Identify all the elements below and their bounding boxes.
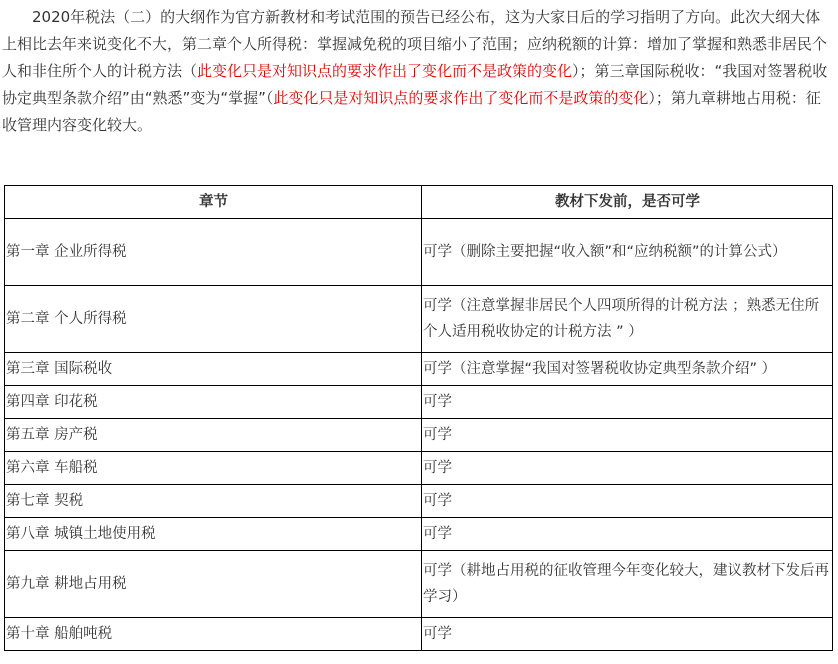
intro-highlight-2: 此变化只是对知识点的要求作出了变化而不是政策的变化 <box>273 89 649 107</box>
chapter-cell: 第二章 个人所得税 <box>5 286 422 353</box>
table-row <box>5 485 833 518</box>
intro-highlight-1: 此变化只是对知识点的要求作出了变化而不是政策的变化 <box>197 62 573 80</box>
note-cell: 可学 <box>422 485 833 518</box>
chapter-cell: 第三章 国际税收 <box>5 353 422 386</box>
note-cell: 可学（注意掌握非居民个人四项所得的计税方法 ；熟悉无住所个人适用税收协定的计税方法 ” ） <box>422 286 833 353</box>
note-cell: 可学（耕地占用税的征收管理今年变化较大，建议教材下发后再学习） <box>422 551 833 618</box>
chapter-cell: 第五章 房产税 <box>5 419 422 452</box>
chapter-cell: 第一章 企业所得税 <box>5 219 422 286</box>
table-header-row <box>5 186 833 219</box>
header-chapter: 章节 <box>5 186 422 219</box>
table-row <box>5 452 833 485</box>
table-row <box>5 551 833 618</box>
chapter-cell: 第七章 契税 <box>5 485 422 518</box>
intro-text-2: ）；第三章国际税收：“我国对签署税收协定典型条款介绍”由“熟悉”变为“掌握”（ <box>2 62 828 107</box>
table-row <box>5 386 833 419</box>
note-cell: 可学 <box>422 452 833 485</box>
chapter-cell: 第十章 船舶吨税 <box>5 618 422 651</box>
intro-text-1: 2020年税法（二）的大纲作为官方新教材和考试范围的预告已经公布，这为大家日后的学习指明了方向。此次大纲大体上相比去年来说变化不大，第二章个人所得税：掌握减免税的项目缩小了范围；应纳税额的计算：增加了掌握和熟悉非居民个人和非住所个人的计税方法（ <box>2 8 828 80</box>
chapter-cell: 第六章 车船税 <box>5 452 422 485</box>
table-row <box>5 286 833 353</box>
note-cell: 可学 <box>422 386 833 419</box>
note-cell: 可学（注意掌握“我国对签署税收协定典型条款介绍” ） <box>422 353 833 386</box>
table-row <box>5 518 833 551</box>
note-cell: 可学（删除主要把握“收入额”和“应纳税额”的计算公式） <box>422 219 833 286</box>
header-learnable: 教材下发前，是否可学 <box>422 186 833 219</box>
chapter-cell: 第九章 耕地占用税 <box>5 551 422 618</box>
table-row <box>5 419 833 452</box>
table-row <box>5 353 833 386</box>
chapter-table <box>4 185 833 651</box>
chapter-cell: 第八章 城镇土地使用税 <box>5 518 422 551</box>
note-cell: 可学 <box>422 618 833 651</box>
table-row <box>5 219 833 286</box>
table-row <box>5 618 833 651</box>
note-cell: 可学 <box>422 518 833 551</box>
note-cell: 可学 <box>422 419 833 452</box>
intro-paragraph <box>2 4 830 139</box>
chapter-cell: 第四章 印花税 <box>5 386 422 419</box>
intro-text-3: ）；第九章耕地占用税：征收管理内容变化较大。 <box>2 89 821 134</box>
